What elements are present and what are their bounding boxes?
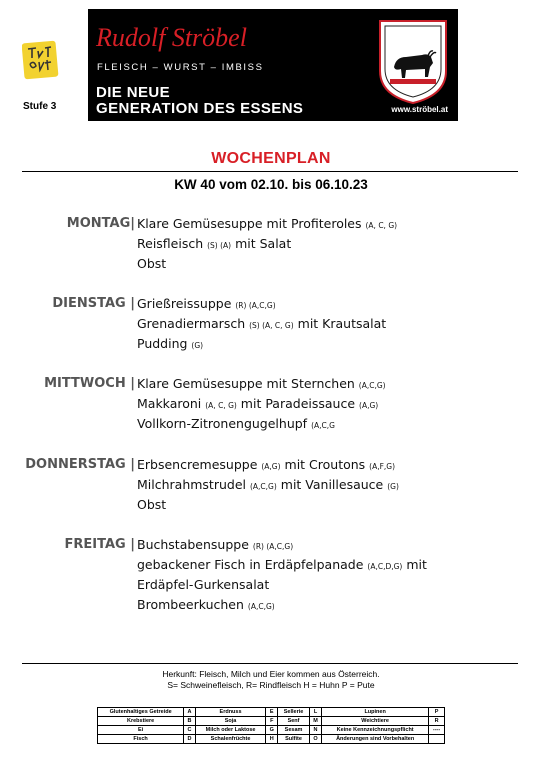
dish-text: Klare Gemüsesuppe mit Sternchen — [137, 376, 359, 391]
dish-text: gebackener Fisch in Erdäpfelpanade — [137, 557, 368, 572]
dish-line — [137, 495, 527, 515]
slogan-line-1: DIE NEUE — [96, 84, 171, 101]
slogan-line-2: GENERATION DES ESSENS — [96, 100, 304, 117]
allergen-codes: (A,F,G) — [369, 462, 396, 471]
allergen-code: D — [184, 735, 196, 744]
header-banner — [88, 9, 458, 121]
dish-text: Klare Gemüsesuppe mit Profiteroles — [137, 216, 366, 231]
dish-line — [137, 535, 527, 555]
slogan — [96, 85, 303, 117]
dish-line — [137, 374, 527, 394]
allergen-code: L — [309, 708, 321, 717]
dish-text: Brombeerkuchen — [137, 597, 248, 612]
dish-text: Vollkorn-Zitronengugelhupf — [137, 416, 312, 431]
website: www.ströbel.at — [391, 105, 448, 114]
dish-text: Obst — [137, 256, 167, 271]
allergen-name: Sellerie — [278, 708, 310, 717]
tut-gut-logo — [22, 40, 60, 80]
allergen-name: Keine Kennzeichnungspflicht — [322, 726, 429, 735]
dish-line — [137, 394, 527, 414]
allergen-name: Schalenfrüchte — [195, 735, 266, 744]
bull-emblem-icon — [376, 17, 450, 105]
dish-list — [137, 214, 527, 274]
allergen-name: Weichtiere — [322, 717, 429, 726]
allergen-codes: (A,G) — [359, 401, 379, 410]
allergen-code: F — [266, 717, 278, 726]
brand-name: Rudolf Ströbel — [96, 23, 247, 52]
allergen-code: ---- — [429, 726, 445, 735]
allergen-codes: (G) — [191, 341, 204, 350]
dish-line — [137, 475, 527, 495]
allergen-name: Erdnuss — [195, 708, 266, 717]
title-divider — [22, 171, 518, 172]
allergen-code: B — [184, 717, 196, 726]
day-label: DIENSTAG | — [52, 296, 135, 311]
allergen-codes: (A, C, G) — [205, 401, 237, 410]
allergen-table — [97, 707, 445, 744]
allergen-code: A — [184, 708, 196, 717]
level-label: Stufe 3 — [23, 101, 57, 112]
allergen-codes: (A,C,G) — [358, 381, 386, 390]
dish-list — [137, 455, 527, 515]
footer-divider — [22, 663, 518, 664]
allergen-name: Krebstiere — [98, 717, 184, 726]
allergen-codes: (R) (A,C,G) — [235, 301, 276, 310]
dish-text: mit Croutons — [280, 457, 370, 472]
day-label: DONNERSTAG | — [25, 457, 135, 472]
allergen-row — [98, 735, 445, 744]
day-label: FREITAG | — [64, 537, 135, 552]
allergen-codes: (A,G) — [261, 462, 281, 471]
dish-line — [137, 234, 527, 254]
dish-text: mit Vanillesauce — [276, 477, 388, 492]
dish-list — [137, 535, 527, 615]
dish-text: Obst — [137, 497, 167, 512]
dish-text: Makkaroni — [137, 396, 206, 411]
allergen-name: Fisch — [98, 735, 184, 744]
origin-note — [0, 669, 542, 691]
allergen-codes: (A,C,G — [311, 421, 335, 430]
dish-line — [137, 214, 527, 234]
allergen-name: Milch oder Laktose — [195, 726, 266, 735]
dish-text: mit — [402, 557, 427, 572]
dish-list — [137, 374, 527, 434]
dish-text: Erdäpfel-Gurkensalat — [137, 577, 270, 592]
allergen-code: M — [309, 717, 321, 726]
origin-line-2: S= Schweinefleisch, R= Rindfleisch H = Huhn P = Pute — [167, 680, 375, 690]
dish-list — [137, 294, 527, 354]
allergen-name: Senf — [278, 717, 310, 726]
allergen-name: Sulfite — [278, 735, 310, 744]
allergen-code: P — [429, 708, 445, 717]
dish-text: mit Paradeissauce — [236, 396, 360, 411]
allergen-codes: (A,C,G) — [249, 482, 277, 491]
dish-line — [137, 575, 527, 595]
allergen-codes: (R) (A,C,G) — [252, 542, 294, 551]
allergen-code — [429, 735, 445, 744]
allergen-codes: (A,C,G) — [247, 602, 275, 611]
allergen-row — [98, 708, 445, 717]
day-label: MONTAG| — [66, 216, 135, 231]
dish-line — [137, 595, 527, 615]
origin-line-1: Herkunft: Fleisch, Milch und Eier kommen aus Österreich. — [162, 669, 380, 679]
allergen-codes: (S) (A, C, G) — [249, 321, 294, 330]
dish-text: Pudding — [137, 336, 192, 351]
dish-text: Erbsencremesuppe — [137, 457, 262, 472]
allergen-codes: (A,C,D,G) — [367, 562, 403, 571]
dish-text: Buchstabensuppe — [137, 537, 253, 552]
allergen-codes: (S) (A) — [207, 241, 232, 250]
day-label: MITTWOCH | — [44, 376, 135, 391]
dish-line — [137, 294, 527, 314]
allergen-code: E — [266, 708, 278, 717]
allergen-name: Änderungen sind Vorbehalten — [322, 735, 429, 744]
allergen-code: R — [429, 717, 445, 726]
dish-line — [137, 555, 527, 575]
allergen-code: H — [266, 735, 278, 744]
brand-tagline: FLEISCH – WURST – IMBISS — [97, 62, 264, 73]
allergen-codes: (G) — [387, 482, 399, 491]
dish-text: Grießreissuppe — [137, 296, 236, 311]
dish-line — [137, 414, 527, 434]
allergen-name: Ei — [98, 726, 184, 735]
allergen-row — [98, 726, 445, 735]
page-title: WOCHENPLAN — [211, 150, 331, 167]
allergen-code: G — [266, 726, 278, 735]
allergen-name: Soja — [195, 717, 266, 726]
allergen-code: O — [309, 735, 321, 744]
week-range: KW 40 vom 02.10. bis 06.10.23 — [174, 177, 368, 192]
allergen-name: Glutenhaltiges Getreide — [98, 708, 184, 717]
dish-line — [137, 254, 527, 274]
allergen-row — [98, 717, 445, 726]
allergen-codes: (A, C, G) — [365, 221, 398, 230]
dish-line — [137, 455, 527, 475]
allergen-code: N — [309, 726, 321, 735]
dish-line — [137, 334, 527, 354]
allergen-code: C — [184, 726, 196, 735]
dish-text: mit Krautsalat — [293, 316, 387, 331]
dish-text: Grenadiermarsch — [137, 316, 250, 331]
dish-line — [137, 314, 527, 334]
dish-text: Reisfleisch — [137, 236, 208, 251]
allergen-name: Lupinen — [322, 708, 429, 717]
allergen-name: Sesam — [278, 726, 310, 735]
dish-text: Milchrahmstrudel — [137, 477, 250, 492]
dish-text: mit Salat — [231, 236, 292, 251]
